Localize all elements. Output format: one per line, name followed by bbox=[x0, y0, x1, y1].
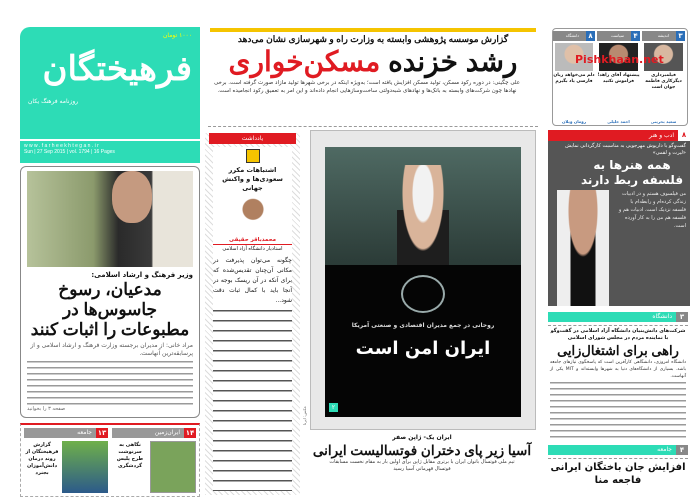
teaser-headline: پیشنهاد آقای زاهد! فراموش نکنید bbox=[597, 73, 640, 84]
teaser-item[interactable] bbox=[553, 31, 595, 125]
teaser-author: احمد خلیلی bbox=[607, 119, 630, 124]
lead-headline-black: رشد خزنده bbox=[388, 46, 518, 77]
masthead bbox=[20, 27, 200, 139]
opinion-section: یادداشت bbox=[209, 133, 296, 144]
football-kicker: ایران یک- ژاپن صفر bbox=[392, 434, 452, 441]
culture-kicker: گفت‌وگو با داریوش مهرجویی به مناسبت کارگردانی نمایش «لیرت و لقمی» bbox=[565, 143, 686, 156]
minister-kicker: وزیر فرهنگ و ارشاد اسلامی: bbox=[91, 271, 193, 279]
page-number-badge: ۲ bbox=[329, 403, 338, 412]
minister-photo bbox=[27, 171, 193, 267]
lead-story bbox=[210, 34, 536, 124]
football-story bbox=[304, 433, 540, 497]
minister-byline: صفحه ۳ را بخوانید bbox=[27, 406, 66, 412]
teaser-headline: فیلمبرداری دیگرکاری فاطمه جوان است bbox=[645, 73, 682, 90]
section-label: ادب و هنر bbox=[649, 132, 674, 139]
society-section bbox=[548, 445, 688, 497]
bottom-teasers bbox=[20, 423, 200, 497]
culture-content bbox=[548, 188, 690, 306]
cartoon-image bbox=[150, 441, 196, 493]
university-body-lines bbox=[550, 382, 686, 440]
minister-body-text bbox=[27, 361, 193, 406]
section-label: جامعه bbox=[657, 446, 672, 453]
photo-caption-headline: ایران امن است bbox=[355, 338, 491, 359]
university-headline: راهی برای اشتغال‌زایی bbox=[557, 343, 679, 358]
opinion-body: چگونه می‌توان پذیرفت در مکانی آن‌چنان تقدیس‌شده که برای آنکه در آن ریسک بوجه در آنجا باید با کمال ثبات دقت شود... bbox=[213, 257, 292, 304]
masthead-price: ۱۰۰۰ تومان bbox=[162, 32, 192, 39]
un-podium bbox=[325, 265, 521, 417]
university-body: دانشگاه امروزی، دانشگاهی کارآفرین است که پاسخگوی نیازهای جامعه باشد. بسیاری از دانشگاه‌های دنیا به شهرها وابسته‌اند و MIT یکی از آنهاست. bbox=[550, 360, 686, 379]
speaker-figure bbox=[397, 165, 449, 265]
divider bbox=[548, 458, 688, 459]
minister-headline: مدعیان، رسوخ جاسوس‌ها در مطبوعات را اثبات کنند bbox=[30, 280, 190, 339]
minister-face bbox=[112, 171, 152, 223]
teaser-iranzamin[interactable] bbox=[112, 428, 196, 494]
rouhani-photo[interactable] bbox=[325, 147, 521, 265]
opinion-inner bbox=[213, 147, 292, 491]
teaser-headline: دلم می‌خواهد زبان فارسی یاد بگیرم bbox=[553, 73, 595, 84]
opinion-body-lines bbox=[213, 310, 292, 491]
teaser-text: گزارش فرهیختگان از روند درمان دانش‌آموزان بجنرد bbox=[25, 442, 59, 476]
section-label: دانشگاه bbox=[652, 313, 672, 320]
divider bbox=[548, 325, 688, 326]
section-num: ۴ bbox=[676, 445, 688, 455]
society-section-bar bbox=[548, 445, 688, 455]
teaser-num: ۱۳ bbox=[97, 429, 107, 437]
teaser-section: اندیشه bbox=[657, 33, 669, 38]
photo-credit: عکس: ایرنا bbox=[302, 405, 307, 425]
university-kicker: شرکت‌های دانش‌بنیان دانشگاه آزاد اسلامی در گفت‌وگو با نماینده مردم در مجلس شورای اسلامی bbox=[550, 328, 686, 341]
teaser-section: دانشگاه bbox=[565, 33, 579, 38]
football-headline: آسیا زیر پای دختران فوتسالیست ایرانی bbox=[312, 443, 532, 458]
photo-caption-kicker: روحانی در جمع مدیران اقتصادی و صنعتی آمریکا bbox=[351, 322, 495, 329]
lead-body: علی چگینی: در دوره رکود مسکن، تولید مسکن افزایش یافته است؛ به‌ویژه اینکه در برخی شهرها تولید مازاد صورت گرفته است. برخی نهادها چون شرکت‌های وابسته به بانک‌ها و نهادهای شبه‌دولتی ساخت‌وسازهایی انجام داده‌اند و این امر به تعمیق رکود انجامیده است. bbox=[213, 80, 521, 94]
university-section bbox=[548, 312, 688, 440]
dateline: Sun | 27 Sep 2015 | vol. 1794 | 16 Pages bbox=[24, 149, 115, 155]
main-photo-frame bbox=[310, 130, 536, 430]
masthead-info-bar bbox=[20, 141, 200, 163]
masthead-title: فرهیختگان bbox=[42, 49, 192, 89]
teaser-section: جامعه bbox=[77, 429, 92, 436]
teaser-item[interactable] bbox=[597, 31, 640, 125]
lead-headline-red: مسکن‌خواری bbox=[228, 46, 381, 77]
section-num: ۳ bbox=[676, 312, 688, 322]
teaser-num: ۸ bbox=[586, 31, 595, 41]
opinion-author-title: استادیار دانشگاه آزاد اسلامی bbox=[222, 246, 283, 252]
website-url[interactable]: w w w . f a r h e e k h t e g a n . i r bbox=[24, 143, 99, 149]
section-num: ۸ bbox=[678, 130, 690, 141]
opinion-author: محمدباقر حقیقی bbox=[213, 236, 292, 245]
society-headline: افزایش جان باختگان ایرانی فاجعه منا bbox=[550, 462, 686, 486]
opinion-column bbox=[205, 133, 300, 495]
lead-headline bbox=[210, 45, 536, 79]
teaser-text: نگاهی به سرنوشت طرح پلیس گردشگری bbox=[116, 442, 144, 469]
teaser-num: ۱۴ bbox=[185, 429, 195, 437]
teaser-society[interactable] bbox=[24, 428, 108, 494]
lead-kicker: گزارش موسسه پژوهشی وابسته به وزارت راه و شهرسازی نشان می‌دهد bbox=[237, 34, 509, 44]
culture-headline: همه هنرها به فلسفه ربط دارند bbox=[580, 158, 684, 187]
divider bbox=[208, 126, 538, 127]
teaser-author: رومان ویلان bbox=[561, 119, 586, 124]
football-body: تیم ملی فوتسال بانوان ایران با برتری مقابل ژاپن برای اولین بار به مقام نخست مسابقات فوتسال قهرمانی آسیا رسید bbox=[329, 459, 515, 472]
culture-body: من فیلسوف هستم و در ادبیات زندگی کرده‌ام و رابطه‌ام با فلسفه نزدیک است. ادبیات هم و فلسفه هم من را به کار آورده است. bbox=[618, 191, 686, 229]
teaser-author: سعید بحرینی bbox=[650, 119, 677, 124]
culture-section bbox=[548, 130, 690, 306]
yellow-rule bbox=[210, 28, 536, 32]
top-right-teasers bbox=[552, 28, 688, 126]
teaser-section: سیاست bbox=[610, 33, 624, 38]
university-section-bar bbox=[548, 312, 688, 322]
teaser-num: ۳ bbox=[676, 31, 685, 41]
author-photo bbox=[236, 196, 270, 234]
watermark: Pishkhaan.net bbox=[575, 53, 664, 66]
quote-icon bbox=[246, 149, 260, 163]
mehrjui-photo bbox=[552, 190, 614, 306]
teaser-num: ۴ bbox=[631, 31, 640, 41]
masthead-subtitle: روزنامه فرهنگ یکان bbox=[28, 98, 79, 105]
minister-box bbox=[20, 166, 200, 418]
un-emblem-icon bbox=[401, 275, 445, 313]
students-photo bbox=[62, 441, 108, 493]
teaser-section: ایران‌زمین bbox=[154, 429, 180, 436]
minister-lead: مراد خانی: از مدیران برجسته وزارت فرهنگ و ارشاد اسلامی و از پرسابقه‌ترین آنهاست. bbox=[30, 342, 193, 357]
opinion-headline: اشتباهات مکرر سعودی‌ها و واکنش جهانی bbox=[222, 166, 283, 192]
teaser-item[interactable] bbox=[642, 31, 685, 125]
